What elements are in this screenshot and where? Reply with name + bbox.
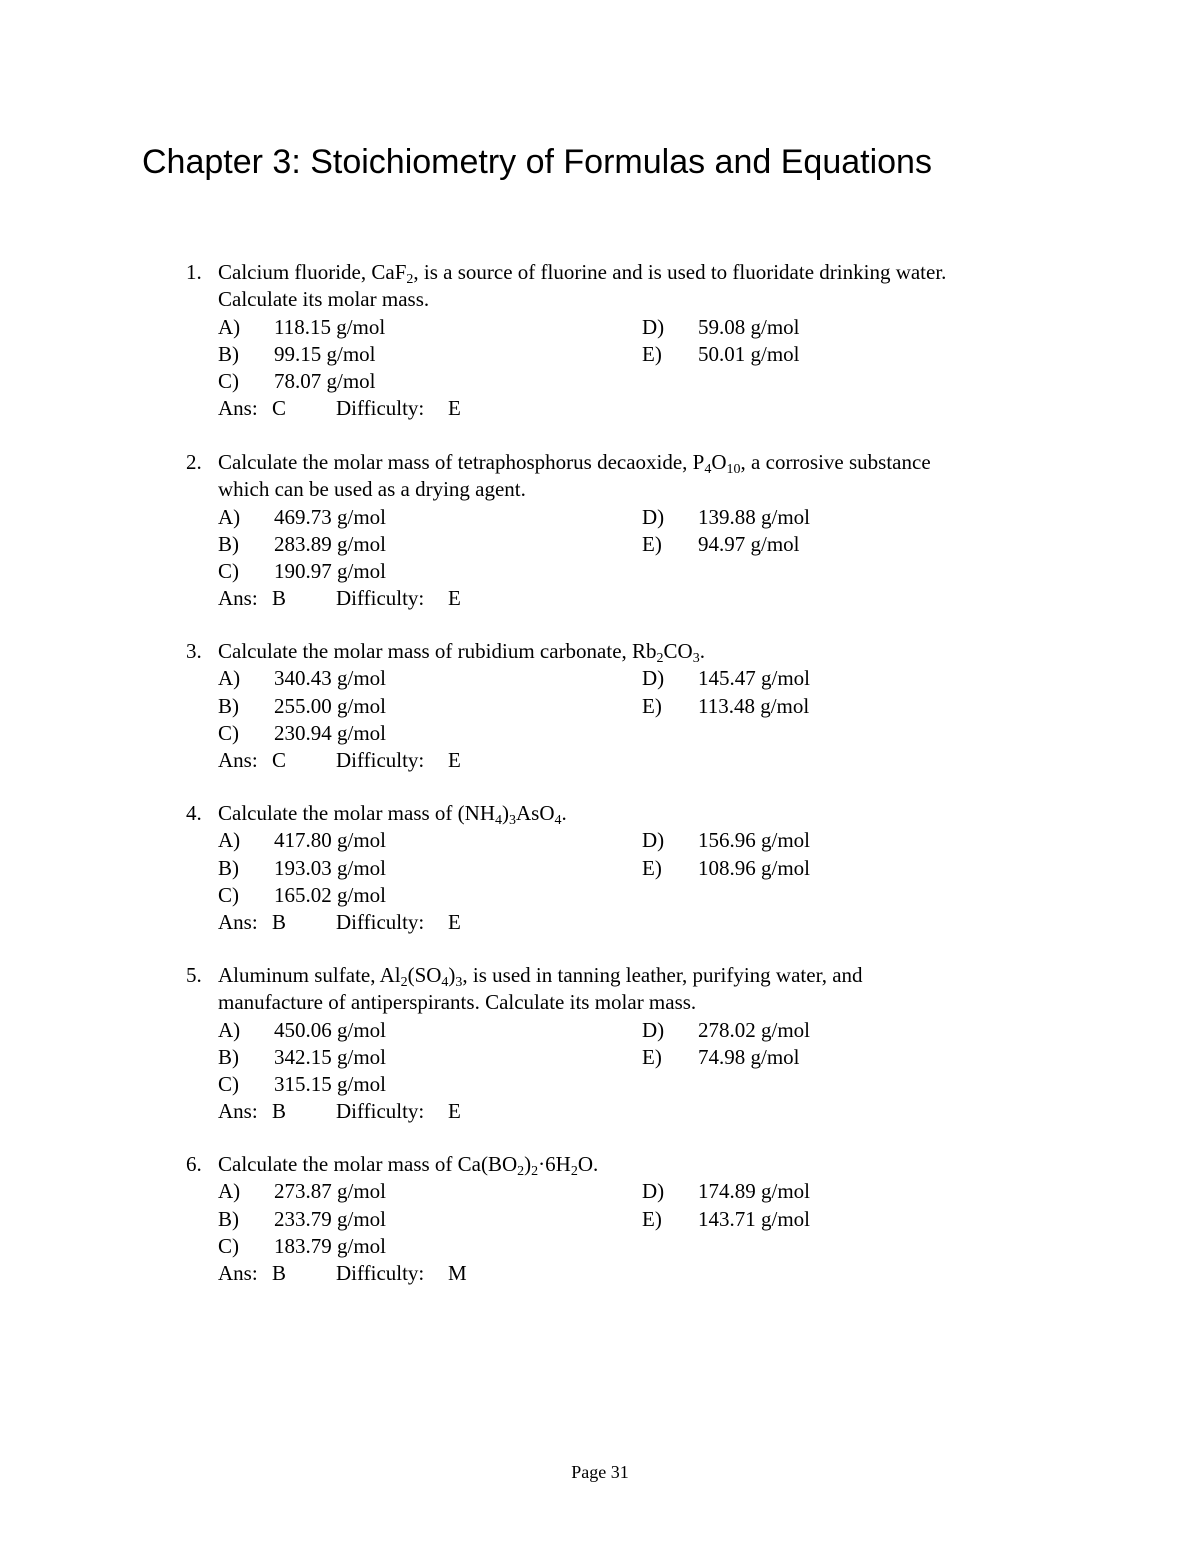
option-c-letter: C) [218,1233,239,1258]
question-1 [0,259,1200,423]
option-d-letter: D) [642,314,665,339]
difficulty-label: Difficulty: [336,748,425,773]
option-c-letter: C) [218,720,239,745]
option-d-letter: D) [642,1179,665,1204]
option-a-value: 417.80 g/mol [274,828,387,853]
page-title: Chapter 3: Stoichiometry of Formulas and Equations [142,143,932,181]
question-stem-line [0,962,1200,989]
difficulty-label: Difficulty: [336,396,425,421]
option-d-letter: D) [642,504,665,529]
option-e-value: 108.96 g/mol [698,855,811,880]
options-row [0,1017,1200,1044]
options-row [0,855,1200,882]
options-row [0,665,1200,692]
option-a-letter: A) [218,314,241,339]
difficulty-label: Difficulty: [336,1099,425,1124]
option-e-letter: E) [642,341,662,366]
option-e-letter: E) [642,1044,662,1069]
question-number: 5. [186,963,202,987]
option-e-value: 113.48 g/mol [698,693,810,718]
option-b-letter: B) [218,1206,239,1231]
option-c-letter: C) [218,369,239,394]
option-c-value: 190.97 g/mol [274,559,387,584]
options-row [0,531,1200,558]
options-row [0,504,1200,531]
option-d-value: 139.88 g/mol [698,504,811,529]
options-row [0,827,1200,854]
answer-row [0,585,1200,612]
question-stem-line [0,1151,1200,1178]
question-number: 6. [186,1152,202,1176]
option-d-value: 156.96 g/mol [698,828,811,853]
answer-value: C [272,748,287,773]
option-b-letter: B) [218,531,239,556]
option-a-value: 118.15 g/mol [274,314,386,339]
question-stem: Calcium fluoride, CaF$_2$, is a source of fluorine and is used to fluoridate drinking water. [218,260,947,287]
options-row [0,1233,1200,1260]
option-b-letter: B) [218,855,239,880]
option-d-value: 145.47 g/mol [698,666,811,691]
option-c-letter: C) [218,882,239,907]
question-stem-line [0,286,1200,313]
difficulty-value: M [448,1261,467,1286]
page-number: Page 31 [571,1462,629,1482]
question-stem-line [0,449,1200,476]
answer-row [0,747,1200,774]
question-stem: Calculate the molar mass of tetraphosphorus decaoxide, $P_4O_{10}$, a corrosive substance [218,450,931,477]
difficulty-label: Difficulty: [336,910,425,935]
option-d-letter: D) [642,1017,665,1042]
option-c-letter: C) [218,559,239,584]
answer-label: Ans: [218,586,258,611]
answer-row [0,1260,1200,1287]
options-row [0,1178,1200,1205]
options-row [0,341,1200,368]
option-e-letter: E) [642,855,662,880]
answer-value: B [272,1099,287,1124]
question-stem: Aluminum sulfate, $Al_2(SO_4)_3$, is used in tanning leather, purifying water, and [218,963,863,990]
answer-label: Ans: [218,396,258,421]
option-b-value: 255.00 g/mol [274,693,387,718]
options-row [0,693,1200,720]
option-b-value: 233.79 g/mol [274,1206,387,1231]
answer-value: C [272,396,287,421]
option-e-value: 143.71 g/mol [698,1206,811,1231]
question-stem-line [0,638,1200,665]
question-stem: Calculate the molar mass of rubidium carbonate, $Rb_2CO_3$. [218,639,705,666]
answer-value: B [272,586,287,611]
option-b-value: 283.89 g/mol [274,531,387,556]
question-6 [0,1151,1200,1287]
difficulty-value: E [448,586,461,611]
question-stem-continued: which can be used as a drying agent. [218,477,526,502]
options-row [0,720,1200,747]
answer-label: Ans: [218,1099,258,1124]
answer-value: B [272,910,287,935]
option-c-value: 165.02 g/mol [274,882,387,907]
option-b-value: 193.03 g/mol [274,855,387,880]
difficulty-value: E [448,910,461,935]
difficulty-value: E [448,396,461,421]
question-stem-line [0,259,1200,286]
answer-row [0,395,1200,422]
difficulty-label: Difficulty: [336,1261,425,1286]
option-d-value: 278.02 g/mol [698,1017,811,1042]
option-b-letter: B) [218,1044,239,1069]
option-e-value: 50.01 g/mol [698,341,800,366]
option-d-letter: D) [642,828,665,853]
question-stem-continued: Calculate its molar mass. [218,287,430,312]
option-c-letter: C) [218,1072,239,1097]
option-e-value: 94.97 g/mol [698,531,800,556]
option-b-value: 342.15 g/mol [274,1044,387,1069]
option-e-letter: E) [642,693,662,718]
option-a-letter: A) [218,666,241,691]
options-row [0,1044,1200,1071]
answer-label: Ans: [218,1261,258,1286]
question-number: 1. [186,260,202,284]
option-a-value: 469.73 g/mol [274,504,387,529]
question-stem-line [0,989,1200,1016]
option-d-value: 59.08 g/mol [698,314,800,339]
option-b-value: 99.15 g/mol [274,341,376,366]
question-stem-continued: manufacture of antiperspirants. Calculate its molar mass. [218,990,697,1015]
answer-label: Ans: [218,910,258,935]
option-a-letter: A) [218,1017,241,1042]
answer-row [0,1098,1200,1125]
option-c-value: 315.15 g/mol [274,1072,387,1097]
question-number: 2. [186,450,202,474]
question-3 [0,638,1200,774]
question-5 [0,962,1200,1126]
option-a-value: 340.43 g/mol [274,666,387,691]
question-stem-line [0,800,1200,827]
option-a-letter: A) [218,828,241,853]
answer-label: Ans: [218,748,258,773]
difficulty-value: E [448,1099,461,1124]
option-d-value: 174.89 g/mol [698,1179,811,1204]
options-row [0,1071,1200,1098]
question-4 [0,800,1200,936]
difficulty-label: Difficulty: [336,586,425,611]
option-c-value: 183.79 g/mol [274,1233,387,1258]
option-a-value: 273.87 g/mol [274,1179,387,1204]
option-c-value: 78.07 g/mol [274,369,376,394]
question-number: 4. [186,801,202,825]
difficulty-value: E [448,748,461,773]
option-c-value: 230.94 g/mol [274,720,387,745]
options-row [0,368,1200,395]
option-d-letter: D) [642,666,665,691]
answer-value: B [272,1261,287,1286]
option-a-letter: A) [218,504,241,529]
options-row [0,1206,1200,1233]
option-e-letter: E) [642,1206,662,1231]
option-e-value: 74.98 g/mol [698,1044,800,1069]
option-a-value: 450.06 g/mol [274,1017,387,1042]
options-row [0,558,1200,585]
options-row [0,882,1200,909]
options-row [0,314,1200,341]
question-stem-line [0,476,1200,503]
option-e-letter: E) [642,531,662,556]
question-2 [0,449,1200,613]
answer-row [0,909,1200,936]
question-stem: Calculate the molar mass of $Ca(BO_2)_2\cdot 6H_2O$. [218,1152,599,1179]
option-a-letter: A) [218,1179,241,1204]
option-b-letter: B) [218,693,239,718]
option-b-letter: B) [218,341,239,366]
question-number: 3. [186,639,202,663]
question-stem: Calculate the molar mass of $(NH_4)_3AsO_4$. [218,801,567,828]
